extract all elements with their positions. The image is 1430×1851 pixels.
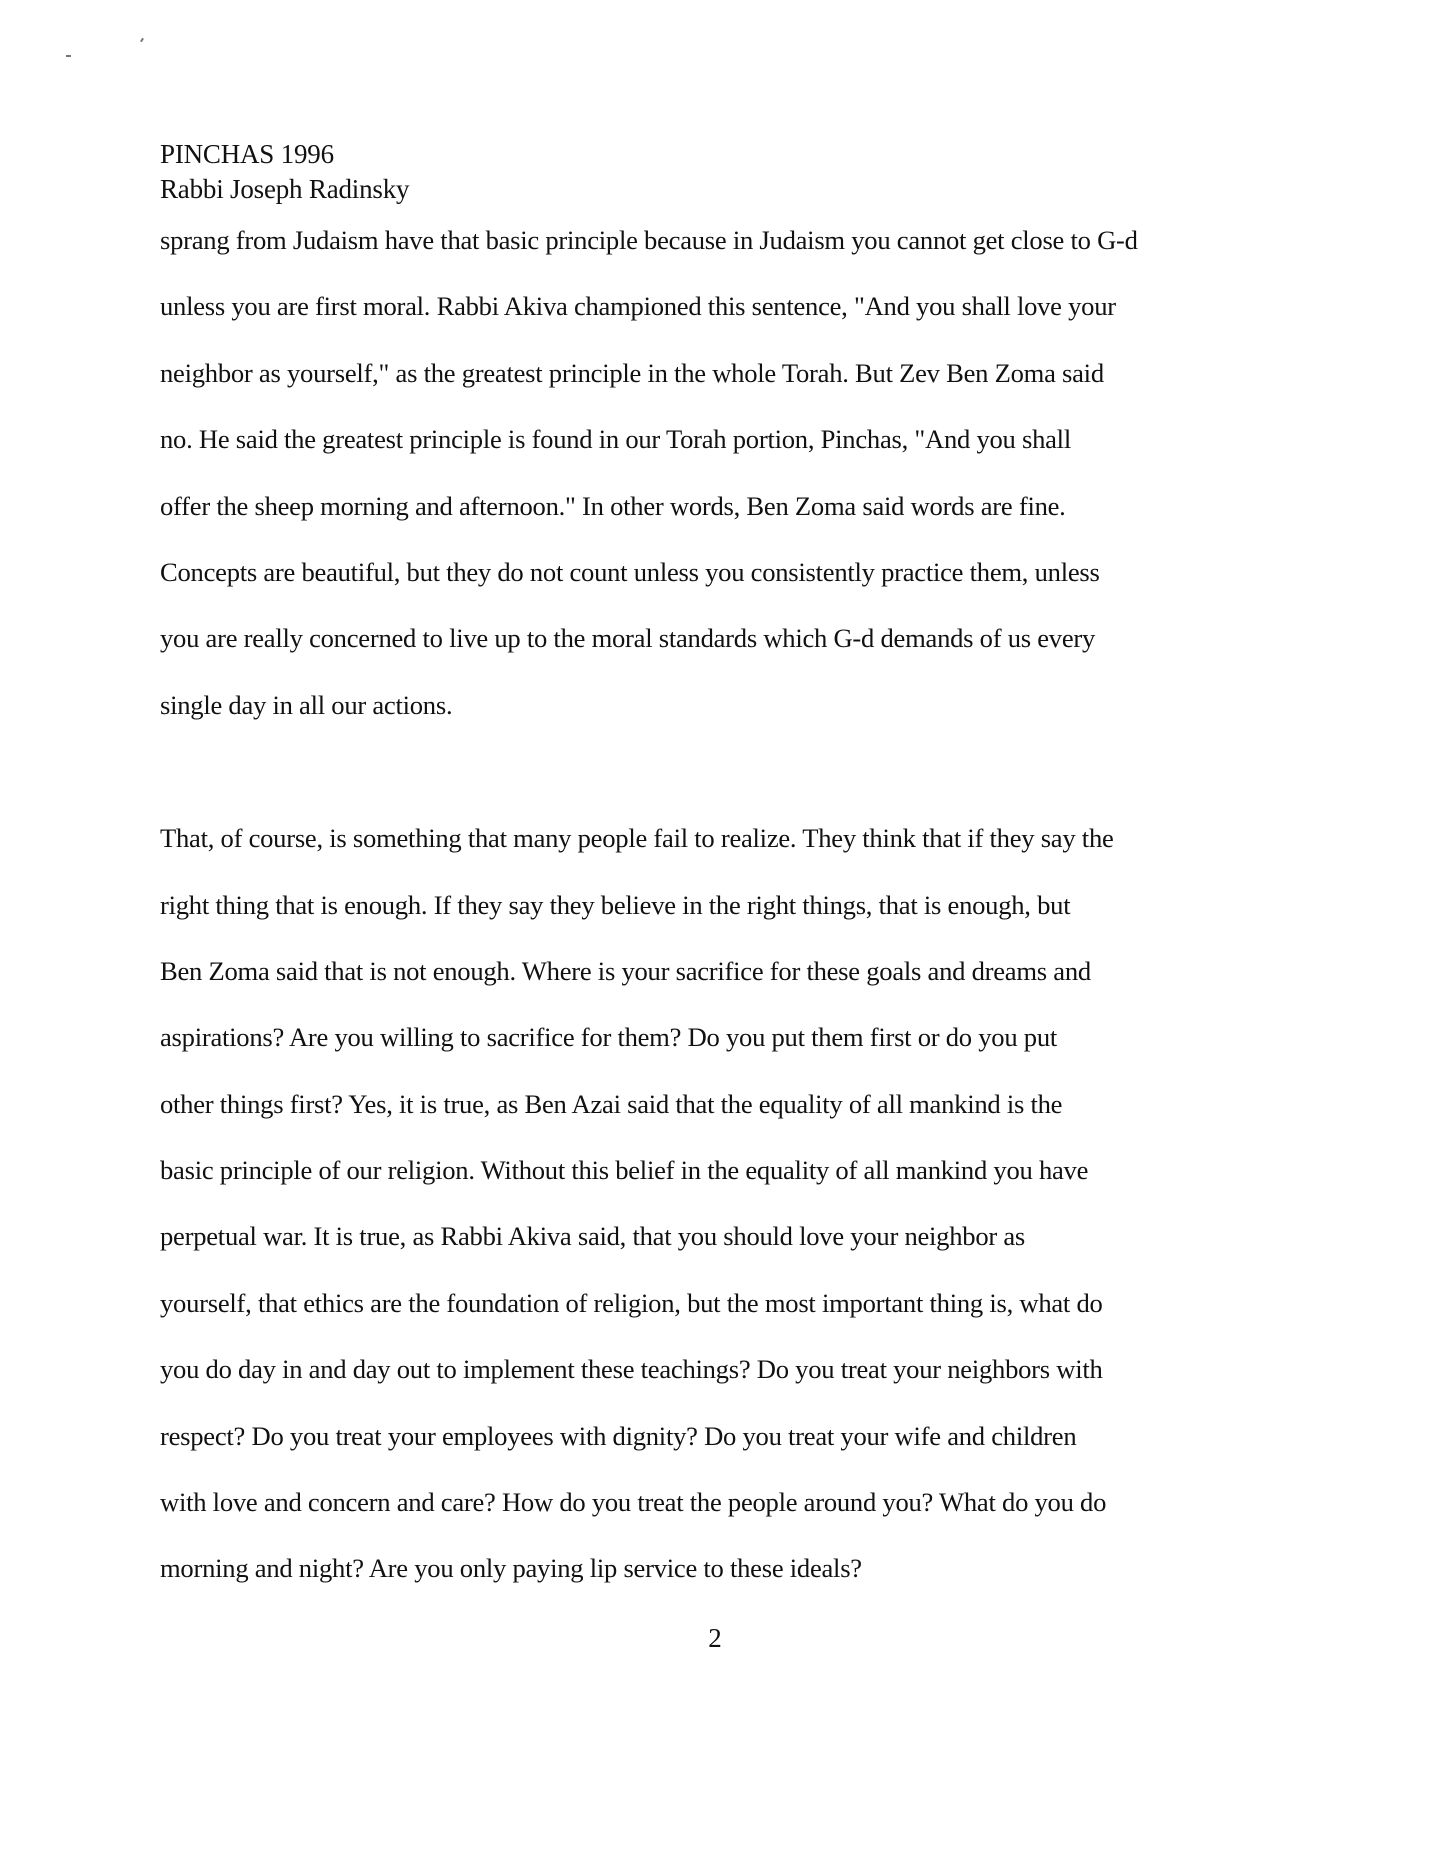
page-number: 2	[708, 1623, 722, 1653]
text-line: other things first? Yes, it is true, as Ben Azai said that the equality of all mankind is the	[160, 1088, 1063, 1119]
text-line: no. He said the greatest principle is found in our Torah portion, Pinchas, "And you shall	[160, 424, 1071, 455]
text-line: aspirations? Are you willing to sacrifice for them? Do you put them first or do you put	[160, 1022, 1058, 1053]
text-line: right thing that is enough. If they say they believe in the right things, that is enough, but	[160, 889, 1071, 920]
text-line: unless you are first moral. Rabbi Akiva championed this sentence, "And you shall love your	[160, 291, 1116, 322]
text-line: single day in all our actions.	[160, 689, 453, 720]
paragraph-1	[160, 226, 1300, 757]
text-line: morning and night? Are you only paying lip service to these ideals?	[160, 1553, 862, 1584]
text-line: perpetual war. It is true, as Rabbi Akiva said, that you should love your neighbor as	[160, 1221, 1026, 1252]
document-title: PINCHAS 1996	[160, 139, 334, 169]
text-line: basic principle of our religion. Without this belief in the equality of all mankind you have	[160, 1155, 1089, 1186]
text-line: with love and concern and care? How do you treat the people around you? What do you do	[160, 1487, 1107, 1518]
scan-speck	[140, 38, 144, 42]
text-line: you do day in and day out to implement these teachings? Do you treat your neighbors with	[160, 1354, 1103, 1385]
text-line: Concepts are beautiful, but they do not count unless you consistently practice them, unless	[160, 556, 1100, 587]
paragraph-2	[160, 824, 1300, 1621]
text-line: sprang from Judaism have that basic principle because in Judaism you cannot get close to G-d	[160, 225, 1138, 255]
text-line: Ben Zoma said that is not enough. Where is your sacrifice for these goals and dreams and	[160, 955, 1091, 986]
text-line: yourself, that ethics are the foundation of religion, but the most important thing is, what do	[160, 1287, 1103, 1318]
document-header	[160, 137, 409, 207]
document-author: Rabbi Joseph Radinsky	[160, 174, 410, 204]
text-line: neighbor as yourself," as the greatest principle in the whole Torah. But Zev Ben Zoma said	[160, 357, 1104, 388]
document-body	[160, 226, 1300, 1621]
text-line: respect? Do you treat your employees with dignity? Do you treat your wife and children	[160, 1420, 1077, 1451]
text-line: you are really concerned to live up to the moral standards which G-d demands of us every	[160, 623, 1096, 654]
text-line: That, of course, is something that many people fail to realize. They think that if they say the	[160, 823, 1114, 854]
text-line: offer the sheep morning and afternoon." In other words, Ben Zoma said words are fine.	[160, 490, 1066, 521]
scan-speck	[66, 55, 71, 57]
